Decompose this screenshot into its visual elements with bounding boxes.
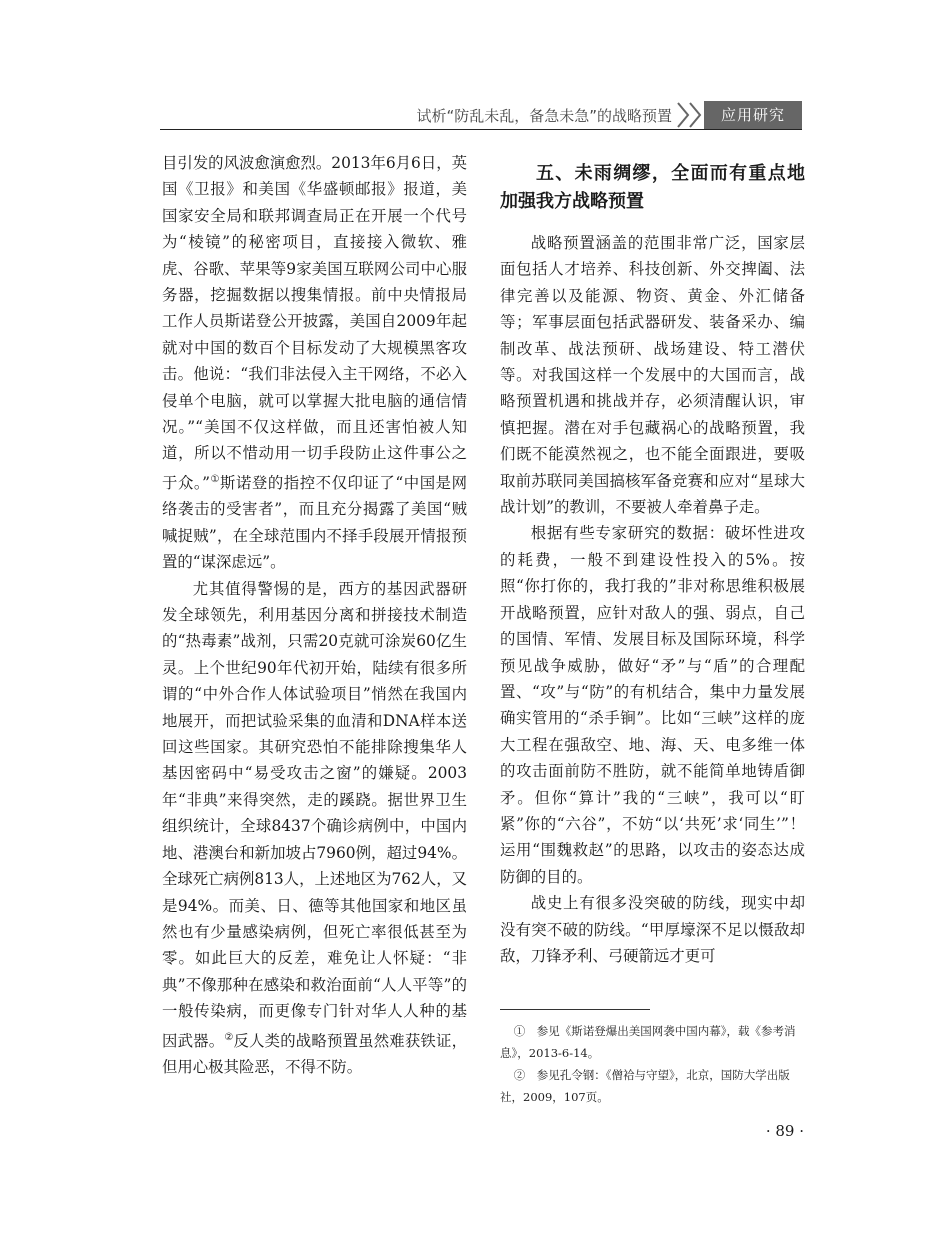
paragraph: 战史上有很多没突破的防线，现实中却没有突不破的防线。“甲厚壕深不足以慑敌却敌，刀锋矛利、弓硬箭远才更可 — [500, 894, 805, 965]
footnote: ① 参见《斯诺登爆出美国网袭中国内幕》，载《参考消息》，2013-6-14。 — [500, 1024, 796, 1060]
footnote-ref[interactable]: ① — [209, 473, 221, 485]
paragraph: 战略预置涵盖的范围非常广泛，国家层面包括人才培养、科技创新、外交捭阖、法律完善以及能源、物资、黄金、外汇储备等；军事层面包括武器研发、装备采办、编制改革、战法预研、战场建设、特工潜伏等。对我国这样一个发展中的大国而言，战略预置机遇和挑战并存，必须清醒认识，审慎把握。潜在对手包藏祸心的战略预置，我们既不能漠然视之，也不能全面跟进，要吸取前苏联同美国搞核军备竞赛和应对“星球大战计划”的教训，不要被人牵着鼻子走。 — [500, 234, 805, 517]
footnote-divider — [500, 1009, 650, 1010]
running-header-title: 试析“防乱未乱，备急未急”的战略预置 — [416, 107, 672, 125]
footnotes — [500, 1020, 805, 1108]
left-column — [162, 150, 467, 1080]
paragraph: 尤其值得警惕的是，西方的基因武器研发全球领先，利用基因分离和拼接技术制造的“热毒素”战剂，只需20克就可涂炭60亿生灵。上个世纪90年代初开始，陆续有很多所谓的“中外合作人体试验项目”悄然在我国内地展开，而把试验采集的血清和DNA样本送回这些国家。其研究恐怕不能排除搜集华人基因密码中“易受攻击之窗”的嫌疑。2003年“非典”来得突然，走的蹊跷。据世界卫生组织统计，全球8437个确诊病例中，中国内地、港澳台和新加坡占7960例，超过94%。全球死亡病例813人，上述地区为762人，又是94%。而美、日、德等其他国家和地区虽然也有少量感染病例，但死亡率很低甚至为零。如此巨大的反差，难免让人怀疑：“非典”不像那种在感染和救治面前“人人平等”的一般传染病，而更像专门针对华人人种的基因武器。②反人类的战略预置虽然难获铁证，但用心极其险恶，不得不防。 — [162, 579, 468, 1077]
page-number: · 89 · — [765, 1122, 804, 1140]
section-label: 应用研究 — [704, 101, 802, 129]
paragraph: 目引发的风波愈演愈烈。2013年6月6日，英国《卫报》和美国《华盛顿邮报》报道，美国家安全局和联邦调查局正在开展一个代号为“棱镜”的秘密项目，直接接入微软、雅虎、谷歌、苹果等9家美国互联网公司中心服务器，挖掘数据以搜集情报。前中央情报局工作人员斯诺登公开披露，美国自2009年起就对中国的数百个目标发动了大规模黑客攻击。他说：“我们非法侵入主干网络，不必入侵单个电脑，就可以掌握大批电脑的通信情况。”“美国不仅这样做，而且还害怕被人知道，所以不惜动用一切手段防止这件事公之于众。”①斯诺登的指控不仅印证了“中国是网络袭击的受害者”，而且充分揭露了美国“贼喊捉贼”，在全球范围内不择手段展开情报预置的“谋深虑远”。 — [162, 154, 468, 572]
section-heading: 五、未雨绸缪，全面而有重点地加强我方战略预置 — [500, 163, 805, 212]
running-header — [160, 101, 802, 129]
footnote: ② 参见孔令钢：《僧袷与守望》，北京，国防大学出版社，2009，107页。 — [500, 1068, 790, 1104]
header-rule — [160, 129, 802, 130]
right-column — [500, 160, 805, 969]
chevron-right-icon — [688, 102, 702, 128]
footnote-ref[interactable]: ② — [224, 1031, 234, 1043]
paragraph: 根据有些专家研究的数据：破坏性进攻的耗费，一般不到建设性投入的5%。按照“你打你的，我打我的”非对称思维积极展开战略预置，应针对敌人的强、弱点，自己的国情、军情、发展目标及国际环境，科学预见战争威胁，做好“矛”与“盾”的合理配置、“攻”与“防”的有机结合，集中力量发展确实管用的“杀手锏”。比如“三峡”这样的庞大工程在强敌空、地、海、天、电多维一体的攻击面前防不胜防，就不能简单地铸盾御矛。但你“算计”我的“三峡”，我可以“盯紧”你的“六谷”，不妨“以‘共死’求‘同生’”！运用“围魏救赵”的思路，以攻击的姿态达成防御的目的。 — [500, 524, 805, 886]
